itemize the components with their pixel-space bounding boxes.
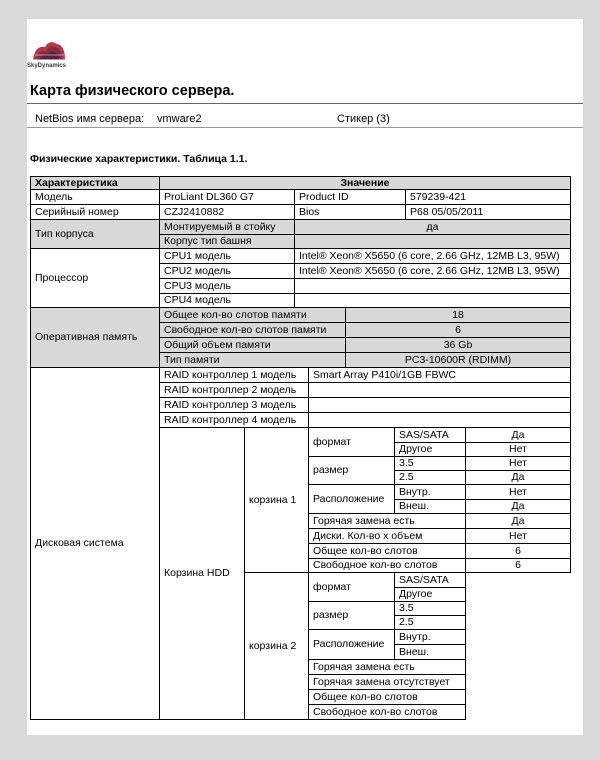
model-label: Модель (30, 189, 160, 205)
model-value: ProLiant DL360 G7 (159, 189, 295, 205)
b2-location-label: Расположение (308, 629, 395, 660)
cpu4-value (294, 293, 571, 308)
disk-system-label: Дисковая система (30, 367, 160, 720)
b2-size-label: размер (308, 601, 395, 630)
b2-internal-label: Внутр. (394, 629, 466, 645)
raid2-label: RAID контроллер 2 модель (159, 382, 309, 398)
b1-free-slots-value: 6 (465, 558, 571, 573)
b2-format-label: формат (308, 572, 395, 602)
b1-other-label: Другое (394, 442, 466, 457)
header-value: Значение (159, 176, 571, 190)
ram-type-value: PC3-10600R (RDIMM) (345, 352, 571, 368)
b1-disks-value: Нет (465, 528, 571, 544)
cpu1-label: CPU1 модель (159, 248, 295, 264)
b1-total-slots-value: 6 (465, 543, 571, 559)
raid1-label: RAID контроллер 1 модель (159, 367, 309, 383)
raid4-value (308, 412, 571, 428)
b2-25-label: 2.5 (394, 615, 466, 630)
product-id-value: 579239-421 (405, 189, 571, 205)
bios-value: P68 05/05/2011 (405, 204, 571, 220)
b1-35-value: Нет (465, 456, 571, 471)
b1-sas-value: Да (465, 427, 571, 443)
b2-total-slots-label: Общее кол-во слотов (308, 689, 466, 705)
raid3-value (308, 397, 571, 413)
b1-sas-label: SAS/SATA (394, 427, 466, 443)
case-rack-value: да (294, 219, 571, 235)
ram-label: Оперативная память (30, 307, 160, 368)
b1-external-value: Да (465, 499, 571, 514)
b1-25-label: 2.5 (394, 470, 466, 485)
logo-text: SkyDynamics (27, 63, 67, 69)
b1-hotswap-value: Да (465, 513, 571, 529)
case-tower-value (294, 234, 571, 249)
netbios-divider (27, 127, 583, 128)
b1-internal-value: Нет (465, 484, 571, 500)
ram-total-size-label: Общий объем памяти (159, 337, 346, 353)
ram-free-slots-value: 6 (345, 322, 571, 338)
ram-total-slots-value: 18 (345, 307, 571, 323)
b1-disks-label: Диски. Кол-во х объем (308, 528, 466, 544)
b1-external-label: Внеш. (394, 499, 466, 514)
case-tower-label: Корпус тип башня (159, 234, 295, 249)
ram-total-slots-label: Общее кол-во слотов памяти (159, 307, 346, 323)
cpu4-label: CPU4 модель (159, 293, 295, 308)
b1-size-label: размер (308, 456, 395, 485)
cpu2-label: CPU2 модель (159, 263, 295, 279)
cpu-label: Процессор (30, 248, 160, 308)
raid2-value (308, 382, 571, 398)
basket2-label: корзина 2 (244, 572, 309, 720)
cpu3-label: CPU3 модель (159, 278, 295, 294)
raid1-value: Smart Array P410i/1GB FBWC (308, 367, 571, 383)
basket1-label: корзина 1 (244, 427, 309, 573)
b1-35-label: 3.5 (394, 456, 466, 471)
b2-35-label: 3.5 (394, 601, 466, 616)
hdd-cage-label: Корзина HDD (159, 427, 245, 720)
cpu3-value (294, 278, 571, 294)
bios-label: Bios (294, 204, 406, 220)
title-divider (27, 103, 583, 104)
case-rack-label: Монтируемый в стойку (159, 219, 295, 235)
b2-hotswap-absent-label: Горячая замена отсутствует (308, 674, 466, 690)
b1-other-value: Нет (465, 442, 571, 457)
b2-sas-label: SAS/SATA (394, 572, 466, 588)
netbios-value: vmware2 (157, 113, 202, 125)
b1-internal-label: Внутр. (394, 484, 466, 500)
b2-external-label: Внеш. (394, 644, 466, 660)
product-id-label: Product ID (294, 189, 406, 205)
b2-free-slots-label: Свободное кол-во слотов (308, 704, 466, 720)
b1-25-value: Да (465, 470, 571, 485)
ram-total-size-value: 36 Gb (345, 337, 571, 353)
cloud-logo-icon (31, 39, 67, 79)
b2-other-label: Другое (394, 587, 466, 602)
section-title: Физические характеристики. Таблица 1.1. (30, 153, 248, 165)
header-characteristic: Характеристика (30, 176, 160, 190)
serial-label: Серийный номер (30, 204, 160, 220)
b1-free-slots-label: Свободное кол-во слотов (308, 558, 466, 573)
b1-location-label: Расположение (308, 484, 395, 514)
raid3-label: RAID контроллер 3 модель (159, 397, 309, 413)
b2-hotswap-label: Горячая замена есть (308, 659, 466, 675)
ram-type-label: Тип памяти (159, 352, 346, 368)
page-title: Карта физического сервера. (30, 83, 235, 99)
ram-free-slots-label: Свободное кол-во слотов памяти (159, 322, 346, 338)
netbios-label: NetBios имя сервера: (35, 113, 145, 125)
serial-value: CZJ2410882 (159, 204, 295, 220)
cpu1-value: Intel® Xeon® X5650 (6 core, 2.66 GHz, 12MB L3, 95W) (294, 248, 571, 264)
raid4-label: RAID контроллер 4 модель (159, 412, 309, 428)
b1-format-label: формат (308, 427, 395, 457)
b1-total-slots-label: Общее кол-во слотов (308, 543, 466, 559)
b1-hotswap-label: Горячая замена есть (308, 513, 466, 529)
case-label: Тип корпуса (30, 219, 160, 249)
sticker-label: Стикер (3) (337, 113, 390, 125)
cpu2-value: Intel® Xeon® X5650 (6 core, 2.66 GHz, 12MB L3, 95W) (294, 263, 571, 279)
